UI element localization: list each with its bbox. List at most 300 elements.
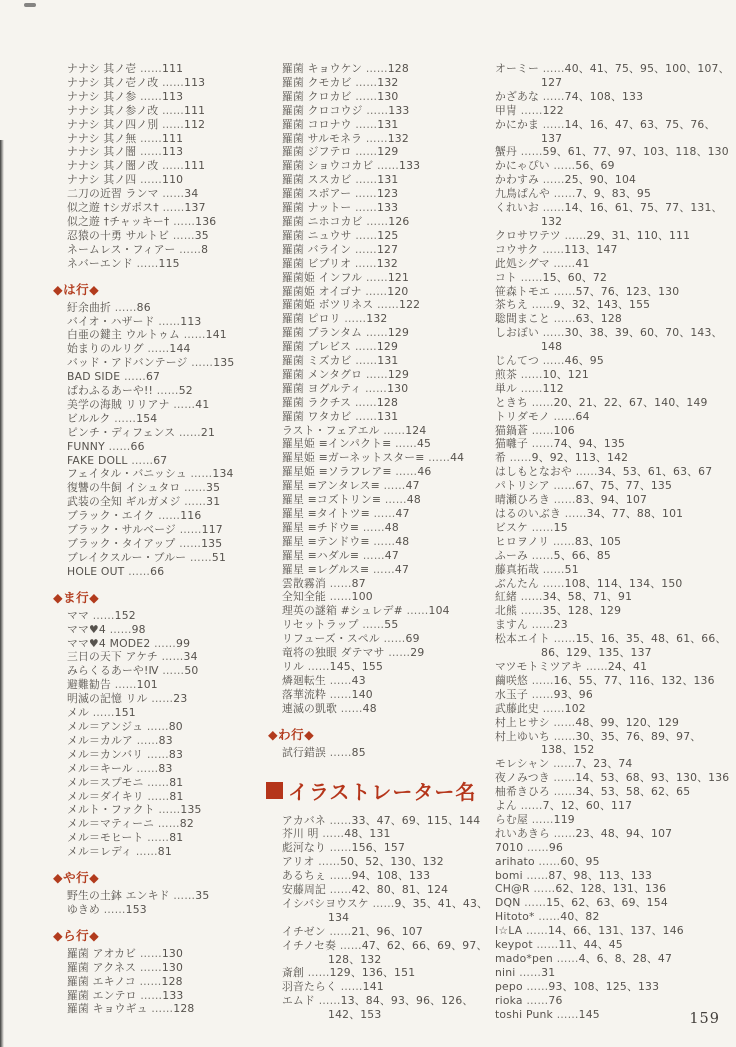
entry-title: パトリシア xyxy=(495,479,550,493)
leader-dots: …… xyxy=(534,854,561,868)
section-header: ◆や行◆ xyxy=(53,870,100,886)
entry-title: 紅緒 xyxy=(495,590,517,604)
entry-pages: 13、84、93、96、126、142、153 xyxy=(328,994,474,1022)
entry-pages: 34、77、88、101 xyxy=(586,507,684,520)
entry-title: ママ♥4 MODE2 xyxy=(67,636,151,650)
index-entry xyxy=(282,298,498,312)
index-entry xyxy=(282,340,498,354)
leader-dots: …… xyxy=(157,650,184,664)
entry-pages: 130 xyxy=(161,960,184,974)
leader-dots: …… xyxy=(549,187,576,201)
entry-title: ピンチ・ディフェンス xyxy=(67,425,176,439)
entry-pages: 83、105 xyxy=(574,534,622,548)
leader-dots: …… xyxy=(89,706,115,720)
entry-pages: 34、53、61、63、67 xyxy=(597,465,713,479)
entry-title: 野生の土鉢 エンキド xyxy=(67,889,170,903)
entry-pages: 15 xyxy=(553,520,568,534)
entry-pages: 111 xyxy=(184,159,206,173)
entry-pages: 9、32、143、155 xyxy=(553,298,651,312)
entry-title: 羅星 ≡チドウ≡ xyxy=(282,520,360,534)
index-entry xyxy=(495,994,733,1008)
entry-title: 羅菌 ワタカビ xyxy=(282,409,352,423)
entry-title: 羅菌 アクネス xyxy=(67,960,137,974)
leader-dots: …… xyxy=(136,62,163,75)
leader-dots: …… xyxy=(351,89,378,103)
entry-pages: 132 xyxy=(376,256,398,270)
entry-pages: 87 xyxy=(351,576,366,590)
index-entry xyxy=(495,896,733,910)
entry-pages: 7、12、60、117 xyxy=(542,799,633,813)
leader-dots: …… xyxy=(522,993,549,1007)
entry-title: 明滅の記憶 リル xyxy=(67,692,148,706)
entry-title: pepo xyxy=(495,979,523,993)
entry-title: メル＝スプモニ xyxy=(67,775,144,789)
entry-pages: 108、114、134、150 xyxy=(564,576,683,590)
entry-pages: 8 xyxy=(201,242,209,256)
leader-dots: …… xyxy=(528,437,554,451)
entry-pages: 96 xyxy=(548,840,564,854)
entry-pages: 74、94、135 xyxy=(553,437,626,451)
entry-title: 彪河なり xyxy=(282,841,326,855)
entry-pages: 133 xyxy=(162,988,184,1002)
entry-pages: 131 xyxy=(377,409,399,423)
leader-dots: …… xyxy=(528,673,554,687)
entry-pages: 133 xyxy=(388,103,410,117)
entry-pages: 50、52、130、132 xyxy=(340,855,444,869)
leader-dots: …… xyxy=(89,608,115,622)
entry-title: 聡間まこと xyxy=(495,312,550,326)
illustrator-section-title: イラストレーター名 xyxy=(288,779,477,804)
entry-title: 羅菌 プランタム xyxy=(282,326,363,340)
leader-dots: …… xyxy=(358,618,385,632)
leader-dots: …… xyxy=(180,495,207,509)
entry-title: ナナシ 其ノ闇ノ改 xyxy=(67,159,159,173)
leader-dots: …… xyxy=(517,103,543,117)
entry-pages: 113 xyxy=(184,75,206,89)
leader-dots: …… xyxy=(384,646,411,660)
index-entry xyxy=(67,609,279,623)
entry-title: 猫囃子 xyxy=(495,437,528,451)
index-entry xyxy=(282,187,498,201)
leader-dots: …… xyxy=(369,534,396,548)
index-entry xyxy=(282,312,498,326)
index-entry xyxy=(67,440,279,454)
entry-title: かにかま xyxy=(495,117,539,131)
entry-title: らむ屋 xyxy=(495,812,528,826)
leader-dots: …… xyxy=(368,896,395,910)
entry-pages: 64 xyxy=(575,409,590,423)
index-entry xyxy=(282,257,498,271)
entry-title: フェイタル・バニッシュ xyxy=(67,467,187,481)
index-entry xyxy=(282,939,498,967)
index-entry xyxy=(67,243,279,257)
entry-title: 似之遊 †シガポス† xyxy=(67,201,159,215)
leader-dots: …… xyxy=(169,889,196,903)
section-header: ◆ま行◆ xyxy=(53,589,100,605)
index-entry xyxy=(495,424,733,438)
index-entry xyxy=(495,757,733,771)
index-entry xyxy=(67,1002,279,1016)
index-entry xyxy=(282,604,498,618)
entry-pages: 129、136、151 xyxy=(329,966,416,980)
index-entry xyxy=(67,356,279,370)
leader-dots: …… xyxy=(154,803,181,817)
entry-pages: 57、76、123、130 xyxy=(575,284,680,298)
entry-title: 羅菌 キョウケン xyxy=(282,62,363,75)
entry-title: 羅菌 クロコウジ xyxy=(282,103,363,117)
entry-title: リル xyxy=(282,659,304,673)
index-entry xyxy=(282,271,498,285)
index-entry xyxy=(495,368,733,382)
index-entry xyxy=(67,187,279,201)
entry-pages: 151 xyxy=(114,706,136,720)
index-entry xyxy=(495,229,733,243)
entry-pages: 102 xyxy=(564,701,586,715)
leader-dots: …… xyxy=(147,692,174,706)
index-column-3 xyxy=(495,62,733,1022)
index-entry xyxy=(67,328,279,342)
entry-title: メル＝カルア xyxy=(67,733,133,747)
entry-title: 羅菌 バライン xyxy=(282,242,352,256)
entry-pages: 81 xyxy=(169,775,184,789)
entry-pages: 21、96、107 xyxy=(351,924,423,938)
entry-title: 猫鍋蒼 xyxy=(495,423,528,437)
index-entry xyxy=(495,688,733,702)
leader-dots: …… xyxy=(549,729,576,743)
entry-title: 羅菌 メンタグロ xyxy=(282,367,363,381)
leader-dots: …… xyxy=(549,826,576,840)
leader-dots: …… xyxy=(549,632,576,646)
entry-title: 羅星 ≡ハダル≡ xyxy=(282,548,360,562)
leader-dots: …… xyxy=(304,659,330,673)
index-entry xyxy=(495,187,733,201)
entry-title: FAKE DOLL xyxy=(67,453,128,467)
entry-title: 美学の海賊 リリアナ xyxy=(67,397,170,411)
entry-pages: 127 xyxy=(376,242,399,256)
entry-title: 理英の謎箱 #シュレデ# xyxy=(282,604,403,618)
leader-dots: …… xyxy=(351,187,377,201)
index-entry xyxy=(282,145,498,159)
entry-pages: 111 xyxy=(162,131,184,145)
section-header: ◆は行◆ xyxy=(53,281,100,297)
entry-title: 紆余曲折 xyxy=(67,300,111,314)
entry-title: メル＝アンジュ xyxy=(67,719,144,733)
entry-pages: 10、121 xyxy=(542,367,589,381)
entry-title: 羅菌 ジフテロ xyxy=(282,145,352,159)
index-entry xyxy=(495,298,733,312)
index-entry xyxy=(282,354,498,368)
leader-dots: …… xyxy=(381,493,407,507)
index-entry xyxy=(282,465,498,479)
entry-pages: 14、16、61、75、77、131、132 xyxy=(541,201,723,228)
index-entry xyxy=(282,827,498,841)
entry-title: ブラック・タイアップ xyxy=(67,537,176,550)
entry-title: 夜ノみつき xyxy=(495,771,550,785)
entry-pages: 137 xyxy=(184,201,206,215)
index-entry xyxy=(495,145,733,159)
entry-pages: 48 xyxy=(384,520,399,534)
leader-dots: …… xyxy=(154,509,181,523)
index-entry xyxy=(495,326,733,354)
entry-title: ナナシ 其ノ参ノ改 xyxy=(67,103,159,117)
entry-title: 斎創 xyxy=(282,966,304,980)
entry-title: ぱわふるあーや!! xyxy=(67,384,154,398)
entry-title: ママ xyxy=(67,608,89,622)
entry-pages: 120 xyxy=(387,284,409,298)
entry-pages: 123 xyxy=(376,187,399,201)
leader-dots: …… xyxy=(351,145,378,159)
entry-pages: 59、61、77、97、103、118、130 xyxy=(542,145,729,159)
entry-title: 羅星 ≡コズトリン≡ xyxy=(282,493,382,507)
index-entry xyxy=(495,521,733,535)
entry-pages: 40、82 xyxy=(560,910,600,924)
index-entry xyxy=(282,549,498,563)
index-entry xyxy=(67,537,279,551)
entry-title: メル＝レディ xyxy=(67,845,133,859)
leader-dots: …… xyxy=(361,284,388,298)
leader-dots: …… xyxy=(517,145,543,159)
leader-dots: …… xyxy=(351,75,378,89)
index-entry xyxy=(495,966,733,980)
index-entry xyxy=(282,215,498,229)
index-entry xyxy=(495,173,733,187)
leader-dots: …… xyxy=(379,632,406,646)
entry-pages: 129 xyxy=(376,340,399,354)
entry-pages: 141 xyxy=(362,980,384,994)
index-entry xyxy=(495,479,733,493)
entry-title: メルト・ファクト xyxy=(67,803,155,817)
index-entry xyxy=(495,674,733,688)
entry-pages: 133 xyxy=(399,159,421,173)
leader-dots: …… xyxy=(539,576,565,590)
index-entry xyxy=(282,118,498,132)
entry-pages: 144 xyxy=(169,342,191,356)
leader-dots: …… xyxy=(517,367,543,381)
entry-title: アカバネ xyxy=(282,813,326,827)
entry-pages: 41 xyxy=(575,256,590,270)
index-entry xyxy=(67,62,279,76)
entry-pages: 115 xyxy=(158,256,180,270)
entry-title: I☆LA xyxy=(495,924,523,938)
index-entry xyxy=(282,201,498,215)
entry-title: コウサク xyxy=(495,242,539,256)
entry-title: ナナシ 其ノ参 xyxy=(67,89,137,103)
index-entry xyxy=(282,994,498,1022)
index-entry xyxy=(67,301,279,315)
entry-title: toshi Punk xyxy=(495,1007,553,1021)
index-entry xyxy=(495,396,733,410)
leader-dots: …… xyxy=(158,187,185,201)
entry-pages: 128 xyxy=(161,974,183,988)
entry-title: ときち xyxy=(495,395,528,409)
leader-dots: …… xyxy=(111,300,137,314)
index-entry xyxy=(495,730,733,758)
index-entry xyxy=(495,437,733,451)
leader-dots: …… xyxy=(362,62,388,75)
entry-title: 甲冑 xyxy=(495,103,517,117)
index-entry xyxy=(495,271,733,285)
leader-dots: …… xyxy=(340,312,367,326)
index-entry xyxy=(282,980,498,994)
leader-dots: …… xyxy=(124,564,151,578)
entry-pages: 128 xyxy=(173,1002,195,1016)
leader-dots: …… xyxy=(143,789,170,803)
entry-title: 羅菌 スポアー xyxy=(282,187,352,201)
index-entry xyxy=(495,980,733,994)
leader-dots: …… xyxy=(158,159,185,173)
entry-pages: 153 xyxy=(125,902,147,916)
entry-title: 羅星姫 ≡ガーネットスター≡ xyxy=(282,451,425,465)
leader-dots: …… xyxy=(522,924,548,938)
index-entry xyxy=(282,814,498,828)
entry-pages: 20、21、22、67、140、149 xyxy=(553,395,708,409)
leader-dots: …… xyxy=(120,370,146,384)
leader-dots: …… xyxy=(143,831,170,845)
index-entry xyxy=(282,521,498,535)
index-entry xyxy=(495,632,733,660)
leader-dots: …… xyxy=(529,882,556,896)
entry-pages: 104 xyxy=(428,604,450,618)
entry-pages: 117 xyxy=(201,523,223,537)
index-entry xyxy=(67,523,279,537)
entry-title: 羅菌 ラクチス xyxy=(282,395,352,409)
entry-title: 三日の天下 アケチ xyxy=(67,650,158,664)
leader-dots: …… xyxy=(351,201,378,215)
index-entry xyxy=(495,563,733,577)
leader-dots: …… xyxy=(373,298,400,312)
entry-title: rioka xyxy=(495,993,523,1007)
leader-dots: …… xyxy=(143,747,169,761)
entry-pages: 135 xyxy=(213,356,235,370)
leader-dots: …… xyxy=(351,256,377,270)
leader-dots: …… xyxy=(391,437,417,451)
entry-title: バイオ・ハザード xyxy=(67,314,155,328)
index-entry xyxy=(67,426,279,440)
index-entry xyxy=(282,507,498,521)
leader-dots: …… xyxy=(571,465,598,479)
leader-dots: …… xyxy=(517,270,543,284)
leader-dots: …… xyxy=(314,855,341,869)
entry-pages: 47 xyxy=(384,548,399,562)
entry-pages: 66 xyxy=(130,439,145,453)
index-entry xyxy=(67,509,279,523)
entry-title: トリダモノ xyxy=(495,409,550,423)
entry-title: ナナシ 其ノ四 xyxy=(67,173,137,187)
entry-title: リフューズ・スペル xyxy=(282,632,380,646)
entry-title: DQN xyxy=(495,896,521,910)
leader-dots: …… xyxy=(336,980,363,994)
leader-dots: …… xyxy=(582,659,608,673)
entry-title: 松本エイト xyxy=(495,632,550,646)
leader-dots: …… xyxy=(549,534,575,548)
index-entry xyxy=(282,76,498,90)
page-number: 159 xyxy=(689,1011,720,1027)
entry-title: CH@R xyxy=(495,882,530,896)
leader-dots: …… xyxy=(539,562,565,576)
entry-title: イシバシヨウスケ xyxy=(282,896,369,910)
leader-dots: …… xyxy=(351,242,377,256)
index-entry xyxy=(67,201,279,215)
leader-dots: …… xyxy=(522,979,549,993)
entry-title: 羅菌 ニホコカビ xyxy=(282,214,363,228)
entry-pages: 135 xyxy=(180,803,202,817)
leader-dots: …… xyxy=(359,548,385,562)
entry-pages: 83 xyxy=(158,761,173,775)
leader-dots: …… xyxy=(325,924,352,938)
leader-dots: …… xyxy=(127,453,154,467)
index-column-1 xyxy=(53,62,279,1016)
leader-dots: …… xyxy=(150,636,177,650)
entry-pages: 35 xyxy=(195,889,210,903)
leader-dots: …… xyxy=(326,841,352,855)
entry-title: ゆきめ xyxy=(67,902,100,916)
index-entry xyxy=(282,563,498,577)
index-entry xyxy=(282,451,498,465)
entry-title: 羅星姫 ≡ソラフレア≡ xyxy=(282,465,392,479)
entry-pages: 48 xyxy=(406,493,421,507)
entry-pages: 128 xyxy=(376,395,399,409)
leader-dots: …… xyxy=(105,622,132,636)
entry-title: 試行錯誤 xyxy=(282,745,326,759)
index-entry xyxy=(67,989,279,1003)
index-entry xyxy=(495,507,733,521)
leader-dots: …… xyxy=(154,314,181,328)
entry-pages: 130 xyxy=(161,946,184,960)
leader-dots: …… xyxy=(136,173,163,187)
entry-pages: 156、157 xyxy=(351,841,406,855)
entry-title: 羅菌 クロカビ xyxy=(282,89,352,103)
index-entry xyxy=(67,664,279,678)
index-entry xyxy=(495,354,733,368)
entry-pages: 24、41 xyxy=(607,659,648,673)
leader-dots: …… xyxy=(532,938,559,952)
entry-title: 落華流粋 xyxy=(282,687,326,701)
entry-title: ママ♥4 xyxy=(67,622,106,636)
index-entry xyxy=(282,493,498,507)
entry-title: 羅菌姫 インフル xyxy=(282,270,363,284)
entry-pages: 51 xyxy=(211,550,227,564)
entry-title: くれいお xyxy=(495,201,539,215)
entry-pages: 130 xyxy=(377,89,399,103)
leader-dots: …… xyxy=(369,562,395,576)
leader-dots: …… xyxy=(359,520,385,534)
entry-pages: 47、62、66、69、97、128、132 xyxy=(328,938,488,966)
entry-title: 武装の全知 ギルガメジ xyxy=(67,495,181,509)
leader-dots: …… xyxy=(169,397,196,411)
entry-title: マツモトミツアキ xyxy=(495,659,583,673)
index-entry xyxy=(495,716,733,730)
leader-dots: …… xyxy=(132,256,159,270)
leader-dots: …… xyxy=(539,173,565,187)
entry-title: 羅菌 キョウギュ xyxy=(67,1002,148,1016)
index-entry xyxy=(282,410,498,424)
entry-title: ネームレス・フィアー xyxy=(67,242,176,256)
entry-title: ナナシ 其ノ壱 xyxy=(67,62,137,75)
leader-dots: …… xyxy=(143,719,169,733)
index-entry xyxy=(282,437,498,451)
leader-dots: …… xyxy=(528,423,554,437)
index-entry xyxy=(495,535,733,549)
index-entry xyxy=(67,495,279,509)
entry-pages: 116 xyxy=(180,509,202,523)
leader-dots: …… xyxy=(187,356,214,370)
leader-dots: …… xyxy=(549,771,576,785)
entry-title: メル＝キール xyxy=(67,761,133,775)
entry-title: BAD SIDE xyxy=(67,370,121,384)
entry-title: ブラック・エイク xyxy=(67,509,155,523)
red-square-icon xyxy=(266,782,283,799)
entry-title: メル＝カンバリ xyxy=(67,747,144,761)
